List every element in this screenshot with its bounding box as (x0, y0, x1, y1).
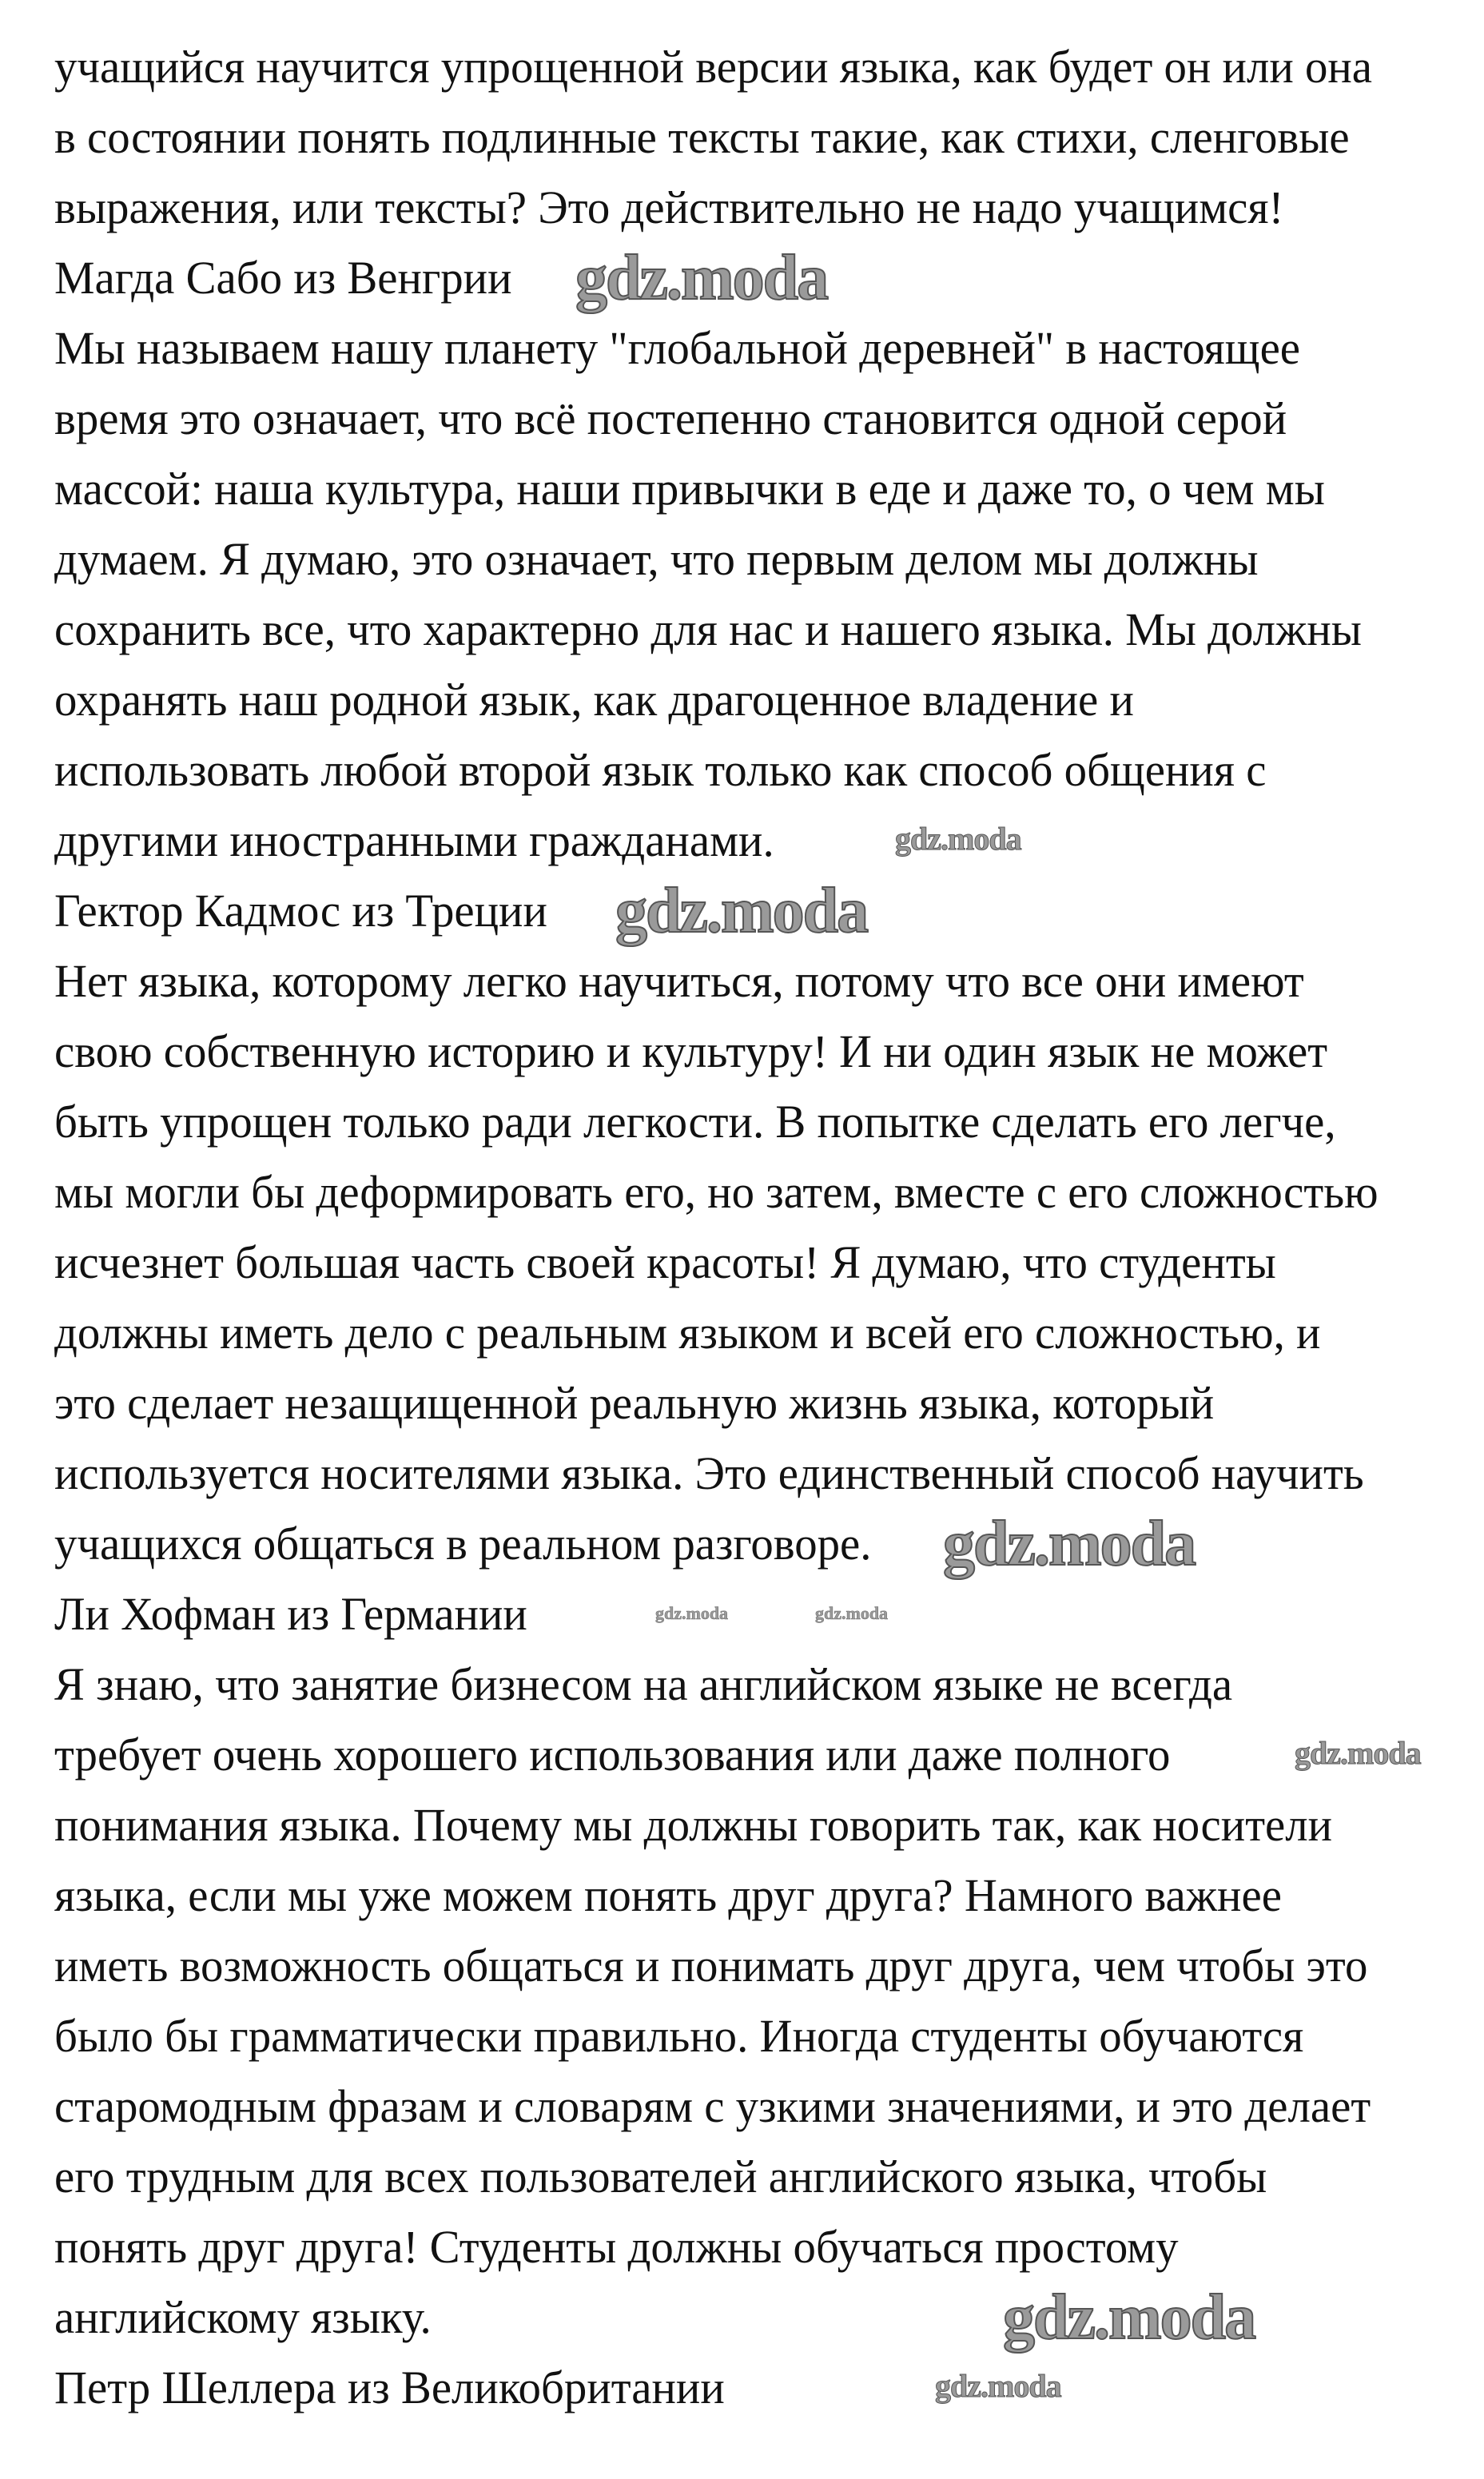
watermark: gdz.moda (1003, 2282, 1255, 2353)
watermark: gdz.moda (575, 243, 828, 313)
text-line: Нет языка, которому легко научиться, потому что все они имеют (54, 955, 1304, 1007)
watermark: gdz.moda (895, 821, 1021, 857)
text-line: иметь возможность общаться и понимать друг друга, чем чтобы это (54, 1940, 1368, 1992)
watermark: gdz.moda (1295, 1735, 1421, 1771)
text-line: Магда Сабо из Венгрии (54, 252, 512, 304)
document-page (54, 32, 1484, 2423)
text-line: массой: наша культура, наши привычки в еде и даже то, о чем мы (54, 463, 1325, 515)
text-line: было бы грамматически правильно. Иногда студенты обучаются (54, 2010, 1304, 2062)
text-line: использовать любой второй язык только как способ общения с (54, 744, 1267, 796)
text-line: понимания языка. Почему мы должны говорить так, как носители (54, 1799, 1333, 1851)
text-line: Ли Хофман из Германии (54, 1588, 527, 1640)
text-line: думаем. Я думаю, это означает, что первым делом мы должны (54, 533, 1259, 585)
text-line: сохранить все, что характерно для нас и нашего языка. Мы должны (54, 603, 1362, 655)
text-line: его трудным для всех пользователей английского языка, чтобы (54, 2151, 1267, 2202)
text-line: старомодным фразам и словарям с узкими значениями, и это делает (54, 2080, 1371, 2132)
text-line: исчезнет большая часть своей красоты! Я думаю, что студенты (54, 1236, 1276, 1288)
text-line: требует очень хорошего использования или даже полного (54, 1729, 1171, 1781)
text-line: Гектор Кадмос из Треции (54, 885, 547, 937)
watermark: gdz.moda (615, 876, 868, 946)
text-line: учащихся общаться в реальном разговоре. (54, 1518, 872, 1570)
text-line: используется носителями языка. Это единственный способ научить (54, 1447, 1364, 1499)
text-line: должны иметь дело с реальным языком и всей его сложностью, и (54, 1307, 1321, 1359)
text-line: Мы называем нашу планету "глобальной деревней" в настоящее (54, 322, 1301, 374)
watermark: gdz.moda (943, 1509, 1196, 1579)
text-line: Петр Шеллера из Великобритании (54, 2362, 725, 2413)
text-line: выражения, или тексты? Это действительно не надо учащимся! (54, 181, 1284, 233)
text-line: мы могли бы деформировать его, но затем, вместе с его сложностью (54, 1166, 1379, 1218)
text-line: в состоянии понять подлинные тексты такие, как стихи, сленговые (54, 111, 1350, 163)
text-line: другими иностранными гражданами. (54, 814, 774, 866)
text-line: быть упрощен только ради легкости. В попытке сделать его легче, (54, 1096, 1336, 1148)
watermark: gdz.moda (655, 1603, 729, 1623)
text-line: время это означает, что всё постепенно становится одной серой (54, 392, 1287, 444)
text-line: Я знаю, что занятие бизнесом на английском языке не всегда (54, 1658, 1233, 1710)
watermark: gdz.moda (935, 2368, 1061, 2404)
watermark: gdz.moda (815, 1603, 889, 1623)
text-line: свою собственную историю и культуру! И ни один язык не может (54, 1025, 1328, 1077)
text-line: языка, если мы уже можем понять друг друга? Намного важнее (54, 1869, 1282, 1921)
text-line: учащийся научится упрощенной версии языка, как будет он или она (54, 41, 1373, 93)
text-line: английскому языку. (54, 2291, 432, 2343)
text-line: понять друг друга! Студенты должны обучаться простому (54, 2221, 1179, 2273)
text-line: охранять наш родной язык, как драгоценное владение и (54, 674, 1134, 726)
text-line: это сделает незащищенной реальную жизнь языка, который (54, 1377, 1215, 1429)
